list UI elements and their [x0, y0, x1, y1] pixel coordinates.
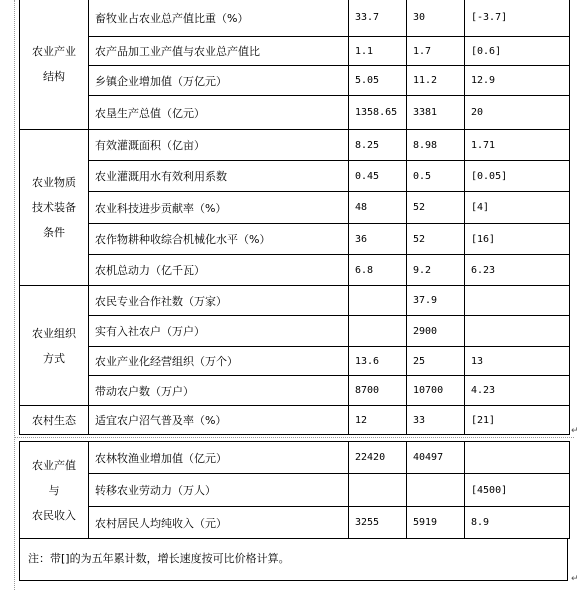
value-2010: 1358.65: [349, 96, 407, 130]
table-row: [20, 192, 570, 224]
value-growth: [0.05]: [465, 161, 570, 192]
value-growth: [465, 442, 570, 474]
indicator-name: 转移农业劳动力（万人）: [89, 474, 349, 507]
value-2015: 33: [407, 406, 465, 435]
table-row: [20, 96, 570, 130]
value-growth: 12.9: [465, 66, 570, 96]
value-2010: [349, 316, 407, 347]
table-row: [20, 224, 570, 255]
indicator-table-bottom: [19, 441, 570, 539]
indicator-name: 带动农户数（万户）: [89, 376, 349, 406]
value-2015: 37.9: [407, 286, 465, 316]
indicator-name: 适宜农户沼气普及率（%）: [89, 406, 349, 435]
indicator-name: 农业科技进步贡献率（%）: [89, 192, 349, 224]
category-cell: 农村生态: [20, 406, 89, 435]
value-2010: 0.45: [349, 161, 407, 192]
note-text: 注：带[]的为五年累计数，增长速度按可比价格计算。: [28, 552, 290, 565]
value-2010: 5.05: [349, 66, 407, 96]
indicator-name: 农产品加工业产值与农业总产值比: [89, 37, 349, 66]
table-row: [20, 507, 570, 539]
indicator-name: 农作物耕种收综合机械化水平（%）: [89, 224, 349, 255]
value-2010: 12: [349, 406, 407, 435]
category-cell: 农业产业 结构: [20, 0, 89, 130]
category-cell: 农业组织 方式: [20, 286, 89, 406]
indicator-name: 农机总动力（亿千瓦）: [89, 255, 349, 286]
indicator-name: 农垦生产总值（亿元）: [89, 96, 349, 130]
value-2010: 8.25: [349, 130, 407, 161]
table-row: [20, 0, 570, 37]
value-2015: 52: [407, 192, 465, 224]
indicator-name: 农村居民人均纯收入（元）: [89, 507, 349, 539]
value-growth: 20: [465, 96, 570, 130]
table-row: [20, 474, 570, 507]
indicator-name: 农林牧渔业增加值（亿元）: [89, 442, 349, 474]
value-2015: 10700: [407, 376, 465, 406]
indicator-name: 农业灌溉用水有效利用系数: [89, 161, 349, 192]
indicator-table-top: [19, 0, 570, 435]
value-2015: 25: [407, 347, 465, 376]
value-2015: 52: [407, 224, 465, 255]
value-growth: [16]: [465, 224, 570, 255]
category-cell: 农业物质 技术装备 条件: [20, 130, 89, 286]
value-2010: [349, 286, 407, 316]
table-row: [20, 255, 570, 286]
category-cell: 农业产值 与 农民收入: [20, 442, 89, 539]
value-growth: [21]: [465, 406, 570, 435]
value-growth: 8.9: [465, 507, 570, 539]
value-2015: 30: [407, 0, 465, 37]
value-2015: 3381: [407, 96, 465, 130]
table-row: [20, 130, 570, 161]
value-growth: 1.71: [465, 130, 570, 161]
value-2015: [407, 474, 465, 507]
table-note: [19, 538, 568, 581]
table-row: [20, 37, 570, 66]
value-2010: 6.8: [349, 255, 407, 286]
table-row: [20, 316, 570, 347]
paragraph-mark: ↵: [571, 574, 579, 584]
value-growth: [-3.7]: [465, 0, 570, 37]
indicator-name: 有效灌溉面积（亿亩）: [89, 130, 349, 161]
table-row: [20, 161, 570, 192]
paragraph-mark: ↵: [571, 426, 579, 436]
value-growth: 6.23: [465, 255, 570, 286]
value-growth: [0.6]: [465, 37, 570, 66]
margin-guide-left: [14, 0, 15, 590]
value-growth: [4]: [465, 192, 570, 224]
table-row: [20, 347, 570, 376]
value-2010: [349, 474, 407, 507]
table-row: [20, 442, 570, 474]
value-2015: 5919: [407, 507, 465, 539]
value-2015: 8.98: [407, 130, 465, 161]
value-growth: [465, 316, 570, 347]
value-growth: [465, 286, 570, 316]
value-2010: 48: [349, 192, 407, 224]
value-2010: 8700: [349, 376, 407, 406]
table-row: [20, 286, 570, 316]
value-2015: 0.5: [407, 161, 465, 192]
value-2010: 3255: [349, 507, 407, 539]
table-row: [20, 376, 570, 406]
value-2010: 36: [349, 224, 407, 255]
value-growth: [4500]: [465, 474, 570, 507]
value-growth: 4.23: [465, 376, 570, 406]
value-growth: 13: [465, 347, 570, 376]
value-2015: 40497: [407, 442, 465, 474]
value-2015: 11.2: [407, 66, 465, 96]
value-2010: 1.1: [349, 37, 407, 66]
indicator-name: 农业产业化经营组织（万个）: [89, 347, 349, 376]
value-2010: 13.6: [349, 347, 407, 376]
indicator-name: 畜牧业占农业总产值比重（%）: [89, 0, 349, 37]
value-2010: 33.7: [349, 0, 407, 37]
value-2015: 9.2: [407, 255, 465, 286]
page-break-guide: [14, 437, 574, 438]
value-2010: 22420: [349, 442, 407, 474]
table-row: [20, 66, 570, 96]
value-2015: 1.7: [407, 37, 465, 66]
value-2015: 2900: [407, 316, 465, 347]
indicator-name: 农民专业合作社数（万家）: [89, 286, 349, 316]
indicator-name: 实有入社农户（万户）: [89, 316, 349, 347]
table-row: [20, 406, 570, 435]
indicator-name: 乡镇企业增加值（万亿元）: [89, 66, 349, 96]
